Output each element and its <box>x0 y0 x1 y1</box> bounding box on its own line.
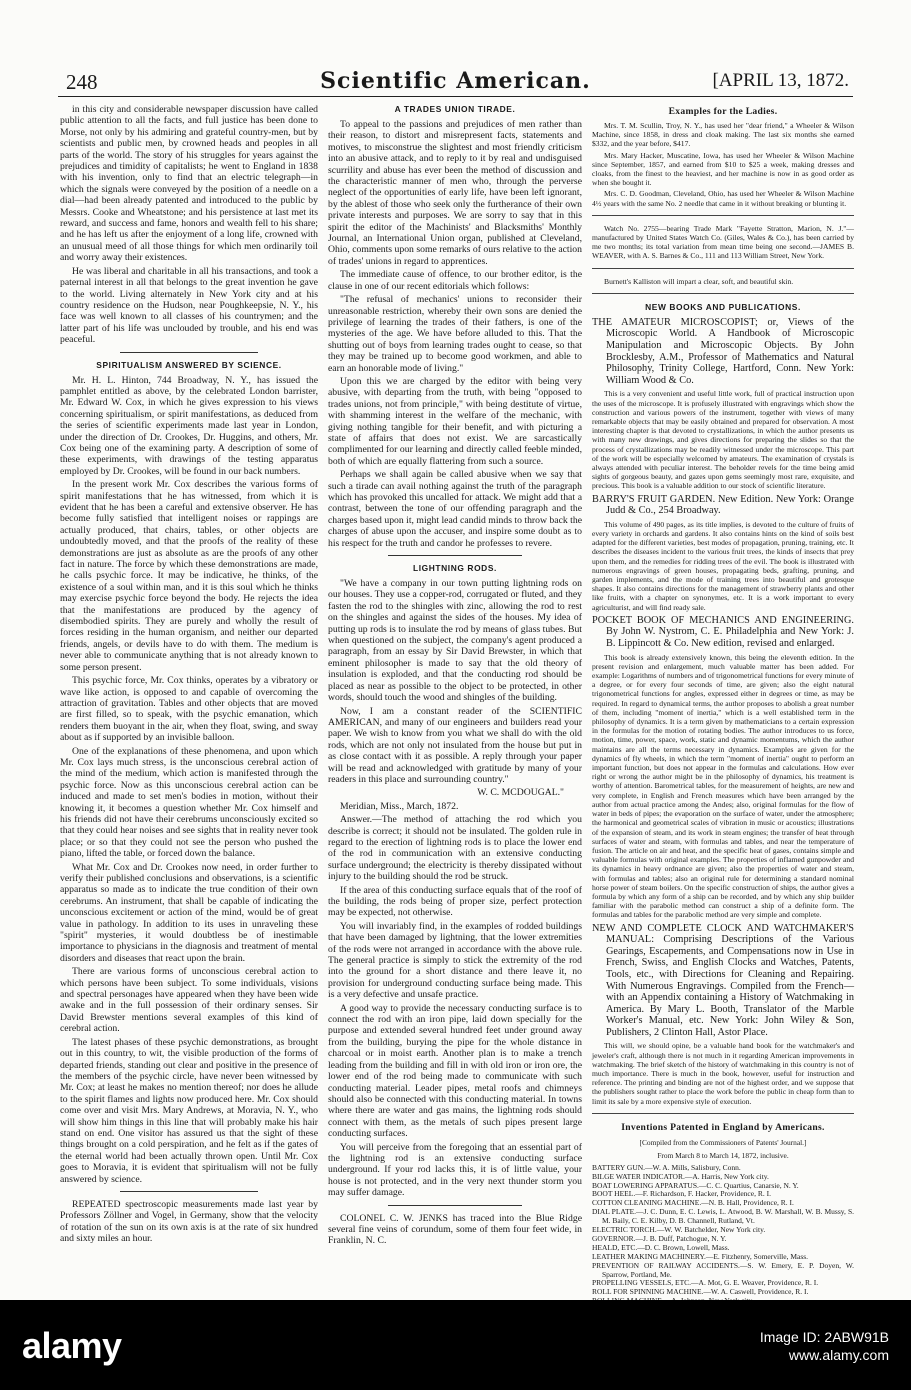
book-review: This will, we should opine, be a valuable hand book for the watchmaker's and jeweler's craft, although there is not much in it regarding American improvements in watchmaking. The brief sketch of the history of watchmaking in this country is not of much importance. There is much in the book, however, useful for instruction and reference. The printing and binding are not of the highest order, and we suppose that the publishers sought rather to place the work before the public in cheap form than to limit its sale by a more expensive style of execution. <box>592 1041 854 1106</box>
issue-date: [APRIL 13, 1872. <box>712 70 849 91</box>
letter-signature: W. C. MCDOUGAL." <box>477 787 564 799</box>
patent-date-range: From March 8 to March 14, 1872, inclusive. <box>657 1151 789 1161</box>
paragraph: To appeal to the passions and prejudices of men rather than their reason, to distort and misrepresent facts, statements and motives, to misconstrue the slightest and most friendly criticism into an abusive attack, and to reply to it by real and undisguised scurrility and abuse has ever been the method of discussion and the characteristic manner of men who, through the perverse neglect of the opportunities of early life, have been left ignorant, by the ablest of those who seek only the furtherance of their own private interests and purposes. We are sorry to say that in this spirit the editor of the Machinists' and Blacksmiths' Monthly Journal, an International Union organ, published at Cleveland, Ohio, comments upon some remarks of ours relative to the action of trades' unions in regard to apprentices. <box>328 119 582 267</box>
image-id-block <box>760 1328 889 1364</box>
article-heading: Examples for the Ladies. <box>668 106 778 117</box>
book-review: This volume of 490 pages, as its title implies, is devoted to the culture of fruits of every variety in orchards and gardens. It also contains hints on the kind of soils best adapted for the different varieties, best modes of propagation, pruning, training, etc. It describes the diseases incident to the various fruit trees, the kinds of insects that prey upon them, and the remedies for ridding trees of the evil. The book is illustrated with numerous engravings of green houses, propagating beds, grafting, pruning, and garden implements, and the mode of training trees into beautiful and grotesque shapes. It also contains directions for the management of strawberry plants and other like fruits, with a chapter on synonymes, etc. It is a work important to every agriculturist, and will find ready sale. <box>592 519 854 612</box>
paragraph: This psychic force, Mr. Cox thinks, operates by a vibratory or wave like action, is opposed to and capable of overcoming the attraction of gravitation. Tables and other objects that are moved are first filled, so to speak, with the psychic emanation, which renders them buoyant in the air, when they float, swing, and sway about as if supported by an invisible balloon. <box>60 675 318 744</box>
paragraph: Answer.—The method of attaching the rod which you describe is correct; it should not be insulated. The golden rule in regard to the erection of lightning rods is to place the lower end of the rod in communication with an extensive conducting surface underground; the electricity is thereby dissipated without injury to the building should the rod be struck. <box>328 814 582 883</box>
paragraph: Perhaps we shall again be called abusive when we say that such a tirade can avail nothing against the truth of the paragraph which has provoked this uncalled for attack. We might add that a contrast, between the tone of our offending paragraph and the charges based upon it, might lead candid minds to throw back the charges of abuse upon the accuser, and inspire some doubt as to his respect for the truth and candor he professes to revere. <box>328 469 582 549</box>
paragraph: In the present work Mr. Cox describes the various forms of spirit manifestations that he has witnessed, from which it is evident that he has been a careful and extensive observer. He has become fully satisfied that intelligent noises or rappings are actually produced, that chairs, tables, or other objects are undoubtedly moved, and that the proofs of the reality of these demonstrations are just as absolute as are the proofs of any other fact in nature. The force by which these demonstrations are made, he calls psychic force. It may be indicative, he thinks, of the existence of a soul within man, and it is this soul which he thinks may exercise psychic force beyond the body. He rejects the idea that the manifestations are produced by the agency of disembodied spirits. They are purely and wholly the result of forces residing in the human organism, and neither our departed friends, angels, or devils have to do with them. The medium is never able to communicate anything that is not already known to some person present. <box>60 479 318 673</box>
advertisement: Watch No. 2755—bearing Trade Mark "Fayette Stratton, Marion, N. J."—manufactured by United States Watch Co. (Giles, Wales & Co.), has been carried by me two months; its total variation from mean time being one second.—JAMES B. WEAVER, with A. S. Barnes & Co., 111 and 113 William Street, New York. <box>592 223 854 261</box>
publication-title: Scientific American. <box>320 68 591 94</box>
book-review: This book is already extensively known, this being the eleventh edition. In the present revision and enlargement, much valuable matter has been added. For example: Logarithms of numbers and of trigonometrical functions for every minute of a degree, or for every four seconds of time, are given; also the eight natural trigonometrical functions for angles, expressed either in degrees or time, as may be required. In regard to dynamical terms, the author proposes to abolish a great number of them, including "moment of inertia," which is a well established term in the philosophy of dynamics. It is a term given by mathematicians to a certain expression in the formulas for the motion of rotating bodies. The author introduces to us force, motion, time, power, space, work, static and dynamic momentums, which the author maintains are all the terms necessary in dynamics. Examples are given for the dynamics of fly wheels, in which the term "moment of inertia" ought to perform an important function, but does not appear in the formulas and calculations. How ever right or wrong the author might be in the philosophy of dynamics, his treatment is worthy of attention. Barometrical tables, for the measurement of heights, are new and very complete, in English and French measures which have been arranged by the author from actual practice among the Andes; also, original formulas for the flow of water in beds of pipes; the evaporation on the surface of water, under the atmosphere; the harmonical and geometrical scales of vibration in music or acoustics; illustrations of the expansion of steam, and its work in steam engines; the transfer of heat through surfaces of water and steam, with formulas and tables, and near the temperature of fusion. The article on air and heat, and the specific heat of gases, contains simple and valuable formulas with original examples. The properties of inflamed gunpowder and its dynamics in heavy ordnance are given; also the properties of water and steam, with formulas and tables; also an original rule for determining a standard nominal horse power of steam boilers. On the specific construction of ships, the author gives a formula by which any form of a ship can be recorded, and by which any ship builder familiar with the parabolic method can construct a ship of a definite form. The formulas and tables for the parabolic method are very simple and complete. <box>592 652 854 920</box>
section-divider <box>592 268 854 270</box>
patent-entry: BATTERY GUN.—W. A. Mills, Salisbury, Conn. <box>592 1162 741 1172</box>
paragraph: There are various forms of unconscious cerebral action to which persons have been subject. To some individuals, visions and spectral personages have appeared when they have been wide awake and in the full possession of their ordinary senses. Sir David Brewster mentions several examples of this kind of cerebral action. <box>60 966 318 1035</box>
section-divider <box>120 1191 258 1193</box>
masthead <box>58 66 853 96</box>
article-heading: Inventions Patented in England by Americans. <box>621 1121 825 1133</box>
patent-entry: COTTON CLEANING MACHINE.—N. B. Hall, Providence, R. I. <box>592 1198 794 1208</box>
paragraph: Mrs. C. D. Goodman, Cleveland, Ohio, has used her Wheeler & Wilson Machine 4½ years with the same No. 2 needle that came in it without breaking or blunting it. <box>592 189 854 208</box>
paragraph: Now, I am a constant reader of the SCIENTIFIC AMERICAN, and many of our engineers and builders read your paper. We wish to know from you what we shall do with the old rods, which are not only not insulated from the house but put in as close contact with it as possible. A reply through your paper will be read and acknowledged with gratitude by many of your readers in this place and surrounding country." <box>328 705 582 785</box>
paragraph: The immediate cause of offence, to our brother editor, is the clause in one of our recent editorials which follows: <box>328 269 582 292</box>
page-number: 248 <box>66 70 98 94</box>
patent-entry: GOVERNOR.—J. B. Duff, Patchogue, N. Y. <box>592 1233 727 1243</box>
alamy-logo: alamy <box>22 1325 122 1366</box>
section-divider <box>592 215 854 217</box>
article-heading: A TRADES UNION TIRADE. <box>394 104 516 114</box>
paragraph: The latest phases of these psychic demonstrations, as brought out in this country, to wit, the visible production of the forms of departed friends, standing out clear and positive in the presence of the members of the psychic circle, have never been witnessed by Mr. Cox; at least he makes no mention thereof; nor does he allude to the spirit flames and lights now produced here. Mr. Cox should come over and visit Mrs. Mary Andrews, at Moravia, N. Y., who will show him things in this line that will probably make his hair stand on end. One visitor has assured us that the sight of these things brought on a cold perspiration, and he felt as if the gates of the eternal world had been actually thrown open. Until Mr. Cox goes to Moravia, it is evident that spiritualism will not be fully answered by science. <box>60 1036 318 1185</box>
book-title: POCKET BOOK OF MECHANICS AND ENGINEERING. By John W. Nystrom, C. E. Philadelphia and New York: J. B. Lippincott & Co. New edition, revised and enlarged. <box>592 614 854 650</box>
watermark-bar <box>0 1300 911 1390</box>
patent-entry: BILGE WATER INDICATOR.—A. Harris, New York city. <box>592 1171 769 1181</box>
quote-paragraph: "The refusal of mechanics' unions to reconsider their unreasonable restriction, whereby their own sons are denied the privilege of learning the trades of their fathers, is one of the mysteries of the age. We have before alluded to this. That the shutting out of boys from learning trades ought to cease, so that they may be trained up to become good workmen, and able to earn an honorable mode of living." <box>328 294 582 374</box>
paragraph: What Mr. Cox and Dr. Crookes now need, in order further to verify their published conclusions and observations, is a scientific apparatus so made as to indicate the true condition of their own cerebrums. An instrument, that shall be capable of indicating the unconscious excitement or action of the mind, would be of great value in pathology. In addition to its uses in unraveling these "spirit" mysteries, it would doubtless be of inestimable importance to physicians in the diagnosis and treatment of mental disorders and diseases that react upon the brain. <box>60 861 318 964</box>
patent-entry: PROPELLING VESSELS, ETC.—A. Mot, G. E. Weaver, Providence, R. I. <box>592 1278 819 1288</box>
patent-entry: LEATHER MAKING MACHINERY.—E. Fitzhenry, Somerville, Mass. <box>592 1251 809 1261</box>
book-title: BARRY'S FRUIT GARDEN. New Edition. New York: Orange Judd & Co., 254 Broadway. <box>592 493 854 517</box>
column-3 <box>592 104 854 1297</box>
patent-entry: ELECTRIC TORCH.—W. W. Batchelder, New York city. <box>592 1225 766 1235</box>
paragraph: You will invariably find, in the examples of rodded buildings that have been damaged by lightning, that the lower extremities of the rods were not arranged in accordance with the above rule. The general practice is simply to stick the extremity of the rod into the ground for a short distance and there leave it, no provision for underground conducting surface being made. This is a very defective and unsafe practice. <box>328 920 582 1001</box>
patent-entry: PREVENTION OF RAILWAY ACCIDENTS.—S. W. Emery, E. P. Doyen, W. Sparrow, Portland, Me. <box>592 1260 854 1279</box>
section-divider <box>592 293 854 295</box>
paragraph: One of the explanations of these phenomena, and upon which Mr. Cox lays much stress, is the unconscious cerebral action of the mind of the medium, which action is manifested through the psychic force. Now as this unconscious cerebral action can be induced and made to set men's bodies in motion, without their knowing it, it becomes a question whether Mr. Cox himself and his friends did not have their cerebrums unconsciously excited so that they could hear noises and see sights that in reality never took place; or so that they could not see the person who pushed the piano, lifted the table, or forced down the balance. <box>60 745 318 860</box>
section-divider <box>388 555 522 557</box>
book-review: This is a very convenient and useful little work, full of practical instruction upon the uses of the microscope. It is profusely illustrated with engravings which show the construction and various powers of the instrument, together with views of many remarkable objects that may be easily obtained and prepared for observation. A most interesting chapter is that devoted to crystallizations, in which the author presents us with many new drawings, and gives directions for preparing the slides so that the process of crystallizations may be readily witnessed under the microscope. This part of the work will be especially welcomed by amateurs. The examination of crystals is always attended with peculiar interest. The beholder revels for the time being amid sights of gorgeous beauty, and gazes upon gems seemingly most rare, exquisite, and precious. This book is a valuable addition to our stock of scientific literature. <box>592 389 854 491</box>
patent-entry: HEALD, ETC.—D. C. Brown, Lowell, Mass. <box>592 1242 730 1252</box>
paragraph: COLONEL C. W. JENKS has traced into the Blue Ridge several fine veins of corundum, some of them four feet wide, in Franklin, N. C. <box>328 1212 582 1247</box>
section-divider <box>120 352 258 354</box>
paragraph: in this city and considerable newspaper discussion have called public attention to all the facts, and full justice has been done to Morse, not only by his admiring and grateful country-men, but by scientists and public men, by crowned heads and peoples in all parts of the world. The story of his struggles for years against the prejudices and timidity of capitalists; he went to England in 1838 with his invention, only to find that an electric telegraph—in which the signals were conveyed by the position of a needle on a dial—had been already patented and introduced to the public by Messrs. Cooke and Wheatstone; and his persistence at last met its reward, and success and fame, honors and wealth fell to his share; and he has left us after the enjoyment of a long life, crowned with an unusual meed of all those things for which men ordinarily toil and worry away their existences. <box>60 104 318 264</box>
paragraph: Upon this we are charged by the editor with being very abusive, with departing from the truth, with being "opposed to trades unions, not from principle," with being destitute of virtue, with shamming interest in the welfare of the mechanic, with giving nothing tangible for their benefit, and with picturing a state of affairs that does not exist. We are sarcastically complimented for our learning and directly called feeble minded, both of which are equally flattering from such a source. <box>328 375 582 467</box>
patent-entry: ROLL FOR SPINNING MACHINE.—W. A. Caswell, Providence, R. I. <box>592 1287 809 1297</box>
article-heading: NEW BOOKS AND PUBLICATIONS. <box>645 301 801 312</box>
column-2 <box>328 104 582 1289</box>
advertisement: Burnett's Kalliston will impart a clear, soft, and beautiful skin. <box>604 276 794 286</box>
paragraph: Mrs. T. M. Scullin, Troy, N. Y., has used her "dear friend," a Wheeler & Wilson Machine, since 1858, in dress and cloak making. The last six months she earned $332, and the year before, $417. <box>592 121 854 149</box>
book-title: NEW AND COMPLETE CLOCK AND WATCHMAKER'S MANUAL: Comprising Descriptions of the Various Gearings, Escapements, and Compensations now in Use in French, Swiss, and English Clocks and Watches, Patents, Tools, etc., with Directions for Cleaning and Repairing. With Numerous Engravings. Compiled from the French—with an Appendix containing a History of Watchmaking in America. By Mary L. Booth, Translator of the Marble Worker's Manual, etc. New York: John Wiley & Son, Publishers, 2 Clinton Hall, Astor Place. <box>592 922 854 1038</box>
patent-source-note: [Compiled from the Commissioners of Patents' Journal.] <box>639 1137 807 1147</box>
article-heading: SPIRITUALISM ANSWERED BY SCIENCE. <box>96 359 282 370</box>
image-id: Image ID: 2ABW91B <box>759 1329 889 1345</box>
patent-entry: BOAT LOWERING APPARATUS.—C. C. Quartius, Canarsie, N. Y. <box>592 1180 799 1190</box>
site-url: www.alamy.com <box>788 1347 889 1363</box>
column-1 <box>60 104 318 1289</box>
paragraph: Mrs. Mary Hacker, Muscatine, Iowa, has used her Wheeler & Wilson Machine since September, 1857, and earned from $10 to $25 a week, making dresses and cloaks, from the finest to the heaviest, and her machine is now in as good order as when she bought it. <box>592 150 854 188</box>
paragraph: Mr. H. L. Hinton, 744 Broadway, N. Y., has issued the pamphlet entitled as above, by the celebrated London barrister, Mr. Edward W. Cox, in which he gives expression to his views concerning spiritualism, or spirit manifestations, as deduced from the series of scientific experiments made last year in London, under the direction of Dr. Crookes, Dr. Huggins, and others, Mr. Cox being one of the examining party. A description of some of these experiments, with drawings of the testing apparatus employed by Dr. Crookes, will be found in our back numbers. <box>60 374 318 477</box>
paragraph: You will perceive from the foregoing that an essential part of the lightning rod is an extensive conducting surface underground. If your rod lacks this, it is of little value, your house is not protected, and in the very next thunder storm you may suffer damage. <box>328 1141 582 1199</box>
article-heading: LIGHTNING RODS. <box>413 563 497 574</box>
masthead-rule <box>58 96 853 97</box>
paragraph: REPEATED spectroscopic measurements made last year by Professors Zöllner and Vogel, in Germany, show that the velocity of rotation of the sun on its own axis is at the rate of six hundred and sixty miles an hour. <box>60 1198 318 1245</box>
paragraph: A good way to provide the necessary conducting surface is to connect the rod with an iron pipe, laid down specially for the purpose and extended several hundred feet under ground away from the building, burying the pipe for the whole distance in charcoal or in moist earth. Another plan is to make a trench leading from the building and fill in with old iron or iron ore, the lower end of the rod being made to communicate with such conducting material. Leader pipes, metal roofs and chimneys should also be connected with this conducting material. In towns where there are water and gas mains, the lightning rods should connect with them, as the metals of such pipes present large conducting surfaces. <box>328 1002 582 1140</box>
patent-entry: DIAL PLATE.—J. C. Dunn, E. C. Lewis, L. Atwood, B. W. Marshall, W. B. Mussy, S. M. Baily, C. E. Kilby, D. B. Channell, Rutland, Vt. <box>592 1207 854 1226</box>
section-divider <box>388 1205 522 1207</box>
book-title: THE AMATEUR MICROSCOPIST; or, Views of the Microscopic World. A Handbook of Microscopic Manipulation and Microscopic Objects. By John Brocklesby, A.M., Professor of Mathematics and Natural Philosophy, Trinity College, Hartford, Conn. New York: William Wood & Co. <box>592 316 854 386</box>
letter-dateline: Meridian, Miss., March, 1872. <box>340 800 459 812</box>
section-divider <box>592 1113 854 1115</box>
paragraph: He was liberal and charitable in all his transactions, and took a paternal interest in all that belongs to the great invention he gave to the world. Living alternately in New York city and at his country residence on the Hudson, near Poughkeepsie, N. Y., his face was well known to all classes of his countrymen; and the latter part of his life was unclouded by trouble, and his end was peaceful. <box>60 265 318 346</box>
paragraph: If the area of this conducting surface equals that of the roof of the building, the rods being of proper size, perfect protection may be expected, not otherwise. <box>328 884 582 919</box>
paragraph: "We have a company in our town putting lightning rods on our houses. They use a copper-rod, corrugated or fluted, and they fasten the rod to the shingles with zinc, allowing the rod to rest on the shingles and against the sides of the houses. My idea of putting up rods is to insulate the rod by means of glass tubes. But when questioned on the subject, the company's agent produced a paragraph, from an essay by Sir David Brewster, in which that eminent philosopher is made to say that the old theory of insulation is exploded, and that the conducting rod should be placed as near as possible to the object to be protected, in other words, should touch the wood and shingles of the building. <box>328 578 582 704</box>
patent-entry: BOOT HEEL.—F. Richardson, F. Hacker, Providence, R. I. <box>592 1189 771 1199</box>
